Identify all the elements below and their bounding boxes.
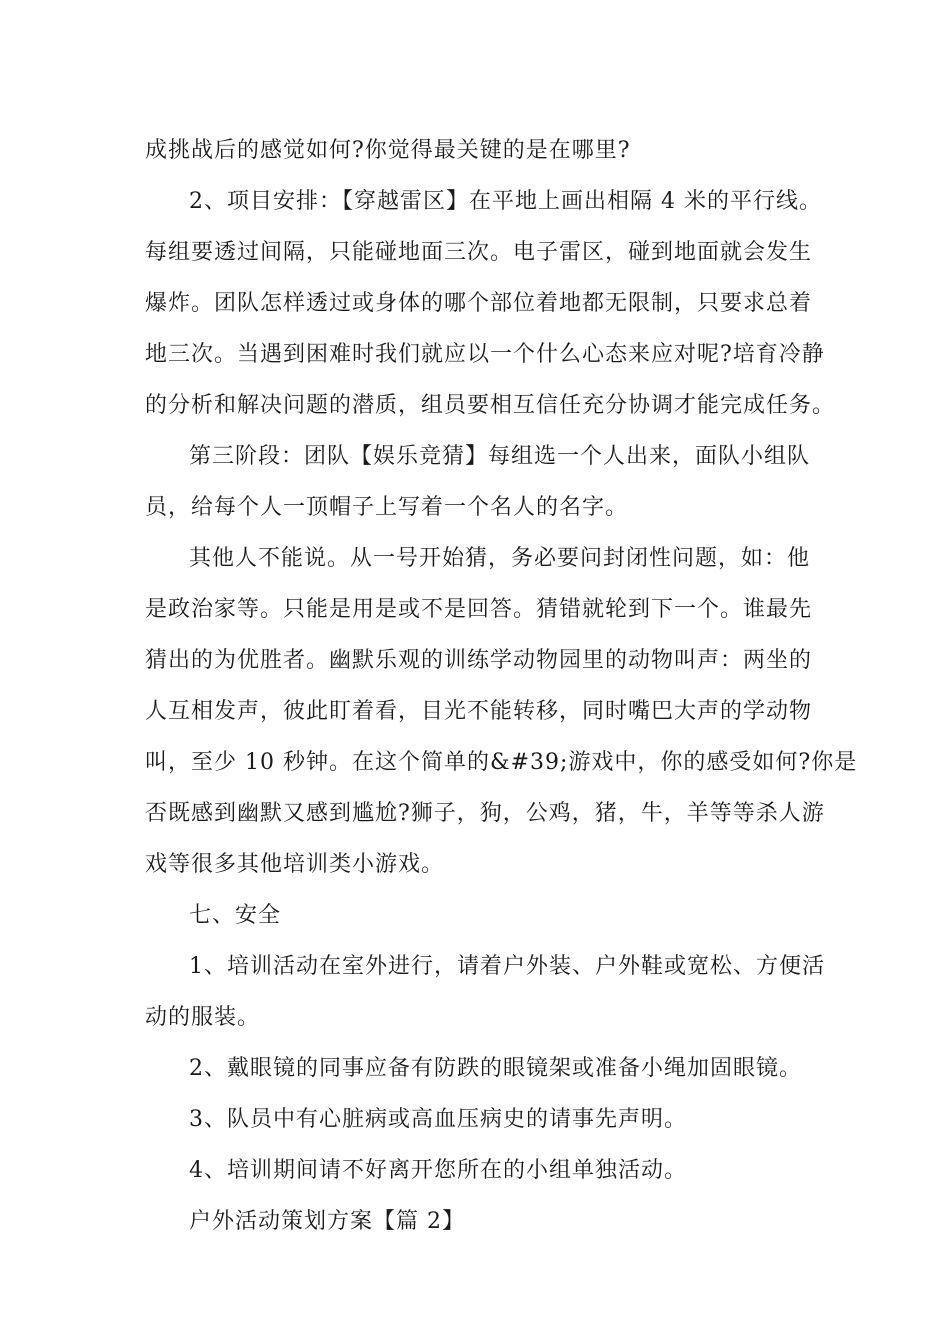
paragraph-line: 动的服装。: [145, 1005, 261, 1030]
paragraph-line: 爆炸。团队怎样透过或身体的哪个部位着地都无限制，只要求总着: [145, 291, 813, 316]
paragraph-line: 3、队员中有心脏病或高血压病史的请事先声明。: [189, 1107, 687, 1132]
paragraph-line: 每组要透过间隔，只能碰地面三次。电子雷区，碰到地面就会发生: [145, 240, 813, 265]
paragraph-line: 1、培训活动在室外进行，请着户外装、户外鞋或宽松、方便活: [189, 954, 825, 979]
paragraph-line: 其他人不能说。从一号开始猜，务必要问封闭性问题，如：他: [189, 546, 811, 571]
paragraph-line: 地三次。当遇到困难时我们就应以一个什么心态来应对呢?培育冷静: [145, 342, 825, 367]
paragraph-line: 戏等很多其他培训类小游戏。: [145, 852, 445, 877]
paragraph-line: 2、项目安排：【穿越雷区】在平地上画出相隔 4 米的平行线。: [189, 189, 822, 214]
paragraph-line: 否既感到幽默又感到尴尬?狮子，狗，公鸡，猪，牛，羊等等杀人游: [145, 801, 825, 826]
paragraph-line: 4、培训期间请不好离开您所在的小组单独活动。: [189, 1158, 687, 1183]
paragraph-line: 是政治家等。只能是用是或不是回答。猜错就轮到下一个。谁最先: [145, 597, 813, 622]
paragraph-line: 叫，至少 10 秒钟。在这个简单的&#39;游戏中，你的感受如何?你是: [145, 750, 858, 775]
paragraph-line: 的分析和解决问题的潜质，组员要相互信任充分协调才能完成任务。: [145, 393, 836, 418]
paragraph-line: 猜出的为优胜者。幽默乐观的训练学动物园里的动物叫声：两坐的: [145, 648, 813, 673]
paragraph-line: 成挑战后的感觉如何?你觉得最关键的是在哪里?: [145, 138, 631, 163]
section-heading: 七、安全: [189, 903, 282, 928]
paragraph-line: 第三阶段：团队【娱乐竞猜】每组选一个人出来，面队小组队: [189, 444, 811, 469]
paragraph-line: 2、戴眼镜的同事应备有防跌的眼镜架或准备小绳加固眼镜。: [189, 1056, 802, 1081]
section-title: 户外活动策划方案【篇 2】: [189, 1209, 465, 1234]
paragraph-line: 员，给每个人一顶帽子上写着一个名人的名字。: [145, 495, 629, 520]
paragraph-line: 人互相发声，彼此盯着看，目光不能转移，同时嘴巴大声的学动物: [145, 699, 813, 724]
